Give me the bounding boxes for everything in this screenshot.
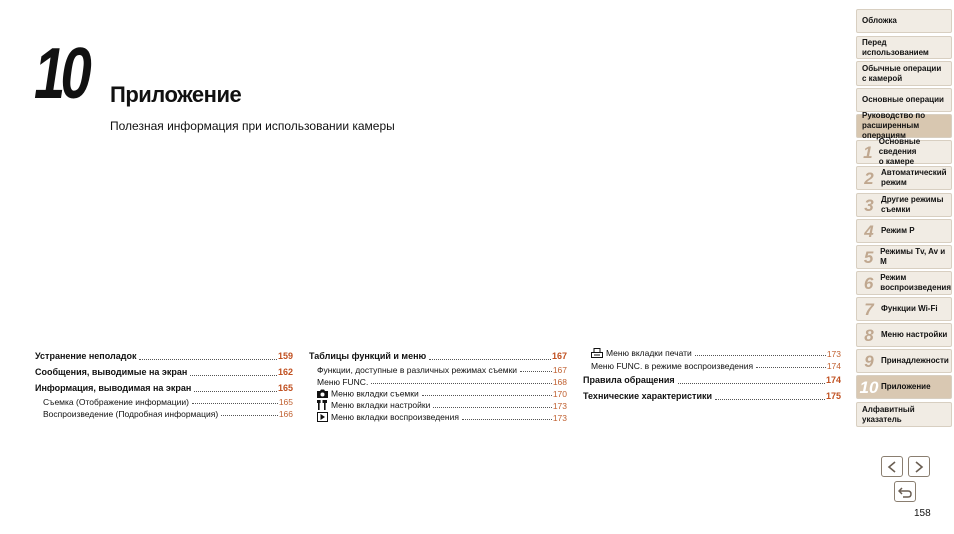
toc-entry[interactable] [35, 380, 293, 396]
chapter-subtitle: Полезная информация при использовании камеры [110, 119, 395, 133]
toc-column-3 [583, 348, 841, 404]
toc-entry-title: Технические характеристики [583, 390, 713, 401]
return-button[interactable] [894, 481, 916, 502]
arrow-right-icon [913, 461, 925, 473]
sidebar-item-label: Обложка [862, 16, 897, 25]
toc-entry[interactable] [309, 412, 567, 424]
toc-leader-dots [139, 359, 277, 360]
chapter-tab-number: 9 [864, 351, 874, 371]
toc-entry-title: Меню вкладки съемки [309, 389, 421, 400]
toc-column-1 [35, 348, 293, 420]
toc-entry-title: Меню FUNC. [309, 378, 370, 387]
chapter-tab-number: 8 [864, 325, 874, 345]
chapter-tab-number: 5 [863, 247, 874, 267]
toc-page-link[interactable]: 167 [552, 364, 567, 375]
toc-entry[interactable] [583, 348, 841, 360]
sidebar-chapter-8[interactable] [856, 323, 952, 347]
chapter-number: 10 [34, 34, 88, 114]
toc-entry[interactable] [309, 348, 567, 364]
return-arrow-icon [898, 486, 912, 498]
toc-entry[interactable] [583, 388, 841, 404]
toc-leader-dots [756, 367, 826, 368]
next-page-button[interactable] [908, 456, 930, 477]
toc-entry[interactable] [309, 400, 567, 412]
toc-leader-dots [429, 359, 551, 360]
toc-leader-dots [221, 415, 278, 416]
sidebar-item-label: Алфавитный указатель [862, 404, 915, 424]
toc-page-link[interactable]: 165 [278, 396, 293, 407]
chapter-tab-number: 4 [864, 221, 874, 241]
toc-entry-title: Меню вкладки воспроизведения [309, 412, 461, 424]
chapter-tab-number: 2 [864, 168, 874, 188]
toc-entry[interactable] [309, 364, 567, 376]
toc-leader-dots [695, 355, 826, 356]
toc-entry-title: Правила обращения [583, 374, 675, 385]
sidebar-chapter-3[interactable] [856, 193, 952, 217]
sidebar-chapter-1[interactable] [856, 137, 952, 166]
chapter-tab-number: 6 [863, 273, 874, 293]
sidebar-item-label: Обычные операции с камерой [862, 63, 942, 83]
chapter-tab-number: 7 [864, 299, 874, 319]
toc-entry-title: Информация, выводимая на экран [35, 382, 192, 393]
toc-entry[interactable] [583, 360, 841, 372]
toc-leader-dots [678, 383, 825, 384]
sidebar-item-label: Режим P [881, 226, 915, 235]
toc-entry[interactable] [583, 372, 841, 388]
toc-entry[interactable] [309, 388, 567, 400]
toc-entry[interactable] [309, 376, 567, 388]
camera-icon [317, 389, 328, 400]
toc-entry-title: Меню вкладки печати [583, 348, 694, 360]
sidebar-item-label: Автоматический режим [881, 168, 947, 187]
toc-leader-dots [715, 399, 825, 400]
chapter-tab-number: 3 [864, 195, 874, 215]
toc-leader-dots [433, 407, 551, 408]
sidebar-item-common-ops[interactable] [856, 61, 952, 86]
sidebar-item-before-use[interactable] [856, 36, 952, 59]
sidebar-chapter-7[interactable] [856, 297, 952, 321]
chapter-title: Приложение [110, 82, 242, 107]
toc-leader-dots [194, 391, 277, 392]
sidebar-item-label: Приложение [881, 382, 931, 391]
toc-page-link[interactable]: 173 [552, 412, 567, 423]
toc-page-link[interactable]: 173 [552, 400, 567, 411]
sidebar-item-cover[interactable] [856, 9, 952, 33]
sidebar-item-label: Основные операции [862, 95, 944, 104]
page-number: 158 [914, 508, 931, 519]
sidebar-item-label: Принадлежности [881, 356, 949, 365]
toc-page-link[interactable]: 165 [277, 382, 293, 393]
play-icon [317, 412, 328, 424]
toc-entry[interactable] [35, 408, 293, 420]
sidebar-item-advanced-guide[interactable] [856, 111, 952, 140]
sidebar-chapter-4[interactable] [856, 219, 952, 243]
sidebar-item-label: Другие режимы съемки [881, 195, 944, 214]
previous-page-button[interactable] [881, 456, 903, 477]
toc-entry[interactable] [35, 396, 293, 408]
chapter-tab-number: 1 [863, 142, 873, 162]
toc-entry-title: Воспроизведение (Подробная информация) [35, 410, 220, 419]
sidebar-chapter-6[interactable] [856, 271, 952, 295]
sidebar-item-label: Основные сведения о камере [878, 137, 921, 166]
sidebar-item-index[interactable] [856, 402, 952, 427]
toc-page-link[interactable]: 174 [825, 374, 841, 385]
arrow-left-icon [886, 461, 898, 473]
toc-page-link[interactable]: 175 [825, 390, 841, 401]
chapter-tab-number: 10 [859, 377, 879, 397]
toc-leader-dots [371, 383, 552, 384]
toc-page-link[interactable]: 174 [826, 360, 841, 371]
toc-column-2 [309, 348, 567, 424]
toc-page-link[interactable]: 162 [277, 366, 293, 377]
toc-page-link[interactable]: 168 [552, 376, 567, 387]
toc-leader-dots [520, 371, 552, 372]
toc-entry-title: Меню FUNC. в режиме воспроизведения [583, 362, 755, 371]
toc-page-link[interactable]: 173 [826, 348, 841, 359]
sidebar-chapter-5[interactable] [856, 245, 952, 269]
printer-icon [591, 348, 603, 360]
sidebar-item-label: Меню настройки [881, 330, 948, 339]
toc-leader-dots [422, 395, 552, 396]
sidebar-chapter-9[interactable] [856, 349, 952, 373]
toc-entry-title: Функции, доступные в различных режимах съемки [309, 366, 519, 375]
toc-entry-title: Таблицы функций и меню [309, 350, 427, 361]
sidebar-chapter-2[interactable] [856, 166, 952, 190]
toc-leader-dots [190, 375, 277, 376]
sidebar-item-label: Режимы Tv, Av и M [880, 247, 946, 266]
toc-entry[interactable] [35, 348, 293, 364]
sidebar-item-label: Функции Wi-Fi [881, 304, 938, 313]
toc-page-link[interactable]: 159 [277, 350, 293, 361]
toc-page-link[interactable]: 166 [278, 408, 293, 419]
sidebar-item-label: Перед использованием [862, 37, 929, 57]
wrench-icon [317, 400, 328, 412]
sidebar-item-label: Руководство по расширенным операциям [862, 111, 926, 140]
toc-entry-title: Меню вкладки настройки [309, 400, 432, 412]
sidebar-item-basic-ops[interactable] [856, 88, 952, 112]
toc-page-link[interactable]: 170 [552, 388, 567, 399]
toc-entry[interactable] [35, 364, 293, 380]
toc-entry-title: Устранение неполадок [35, 350, 137, 361]
sidebar-item-label: Режим воспроизведения [880, 273, 951, 292]
toc-page-link[interactable]: 167 [551, 350, 567, 361]
sidebar-chapter-10[interactable] [856, 375, 952, 399]
toc-entry-title: Съемка (Отображение информации) [35, 398, 191, 407]
toc-leader-dots [192, 403, 278, 404]
toc-entry-title: Сообщения, выводимые на экран [35, 366, 188, 377]
toc-leader-dots [462, 419, 552, 420]
